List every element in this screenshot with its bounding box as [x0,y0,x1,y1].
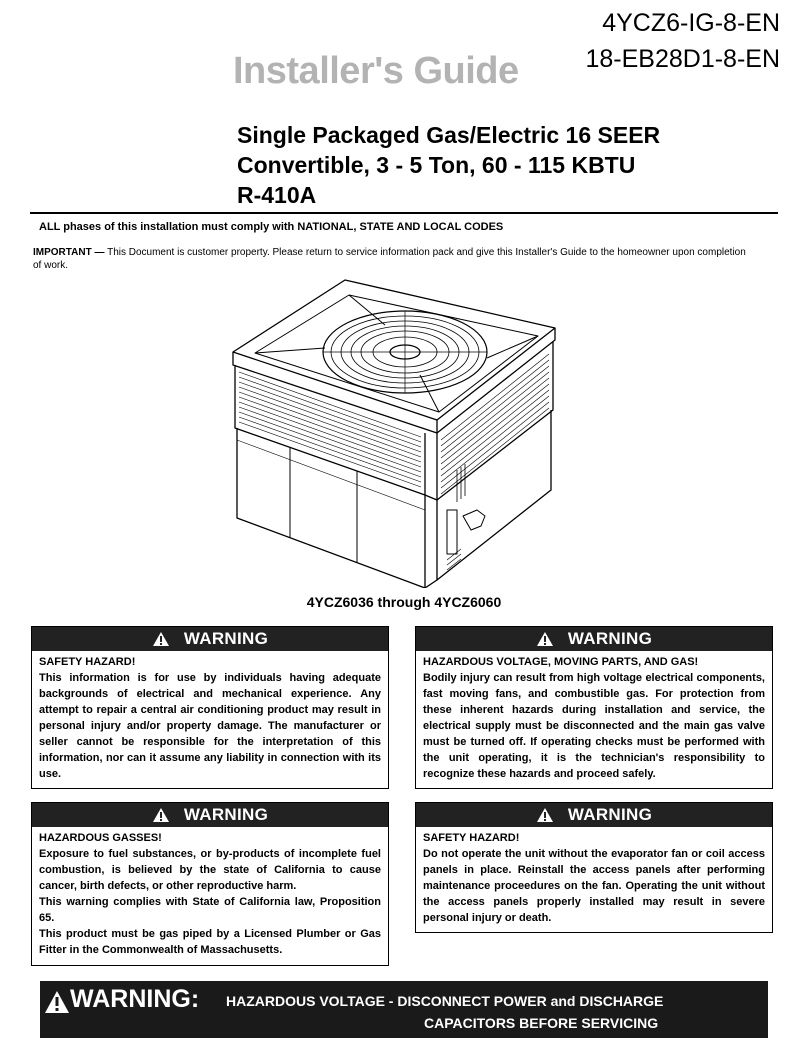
product-title [237,120,660,210]
warning-heading: WARNING [183,805,269,824]
document-number-secondary: 18-EB28D1-8-EN [585,45,780,73]
important-text: This Document is customer property. Please return to service information pack and give this Installer's Guide to the homeowner upon completion of work. [33,247,746,271]
banner-text-line2: CAPACITORS BEFORE SERVICING [424,1015,659,1031]
warning-paragraph: This warning complies with State of California law, Proposition 65. [39,896,381,924]
warning-header [32,627,388,651]
warning-triangle-icon [152,807,170,823]
product-title-line: Single Packaged Gas/Electric 16 SEER [237,122,661,148]
packaged-unit-illustration [225,270,585,593]
warning-box-access-panels [415,802,773,933]
codes-notice: ALL phases of this installation must comply with NATIONAL, STATE AND LOCAL CODES [39,221,504,233]
warning-header [416,803,772,827]
warning-header [416,627,772,651]
warning-title: HAZARDOUS VOLTAGE, MOVING PARTS, AND GAS! [423,656,699,668]
warning-box-hazardous-voltage [415,626,773,789]
title-rule [30,212,778,214]
banner-warning-label: WARNING: [70,985,200,1013]
warning-box-safety-info [31,626,389,789]
banner-text-line1: HAZARDOUS VOLTAGE - DISCONNECT POWER and DISCHARGE [226,993,664,1009]
warning-triangle-icon [44,990,70,1014]
warning-heading: WARNING [567,805,653,824]
warning-triangle-icon [536,807,554,823]
warning-title: SAFETY HAZARD! [423,832,520,844]
warning-triangle-icon [152,631,170,647]
product-title-line: Convertible, 3 - 5 Ton, 60 - 115 KBTU [237,152,636,178]
warning-paragraph: This product must be gas piped by a Licensed Plumber or Gas Fitter in the Commonwealth of Massachusetts. [39,928,381,956]
warning-box-hazardous-gasses [31,802,389,966]
warning-heading: WARNING [567,629,653,648]
bottom-warning-banner [40,981,768,1038]
warning-title: SAFETY HAZARD! [39,656,136,668]
guide-title: Installer's Guide [233,50,519,92]
product-title-line: R-410A [237,182,317,208]
important-notice [33,246,753,272]
warning-paragraph: This information is for use by individuals having adequate backgrounds of electrical and mechanical experience. Any attempt to repair a central air conditioning product may result in personal injury and/or property damage. The manufacturer or seller cannot be responsible for the interpretation of this information, nor can it assume any liability in connection with its use. [39,672,381,780]
important-label: IMPORTANT — [33,247,105,258]
warning-paragraph: Exposure to fuel substances, or by-products of incomplete fuel combustion, is believed by the state of California to cause cancer, birth defects, or other reproductive harm. [39,848,381,892]
warning-paragraph: Do not operate the unit without the evaporator fan or coil access panels in place. Reinstall the access panels after performing maintenance proceedures on the fan. Operating the unit without the access panels properly installed may result in severe personal injury or death. [423,848,765,924]
warning-triangle-icon [536,631,554,647]
document-number: 4YCZ6-IG-8-EN [602,9,780,37]
model-range-caption: 4YCZ6036 through 4YCZ6060 [306,594,502,610]
warning-paragraph: Bodily injury can result from high voltage electrical components, fast moving fans, and combustible gas. For protection from these inherent hazards during installation and service, the electrical supply must be disconnected and the main gas valve must be turned off. If operating checks must be performed with the unit operating, it is the technician's responsibility to recognize these hazards and proceed safely. [423,672,765,780]
warning-header [32,803,388,827]
warning-title: HAZARDOUS GASSES! [39,832,162,844]
warning-heading: WARNING [183,629,269,648]
